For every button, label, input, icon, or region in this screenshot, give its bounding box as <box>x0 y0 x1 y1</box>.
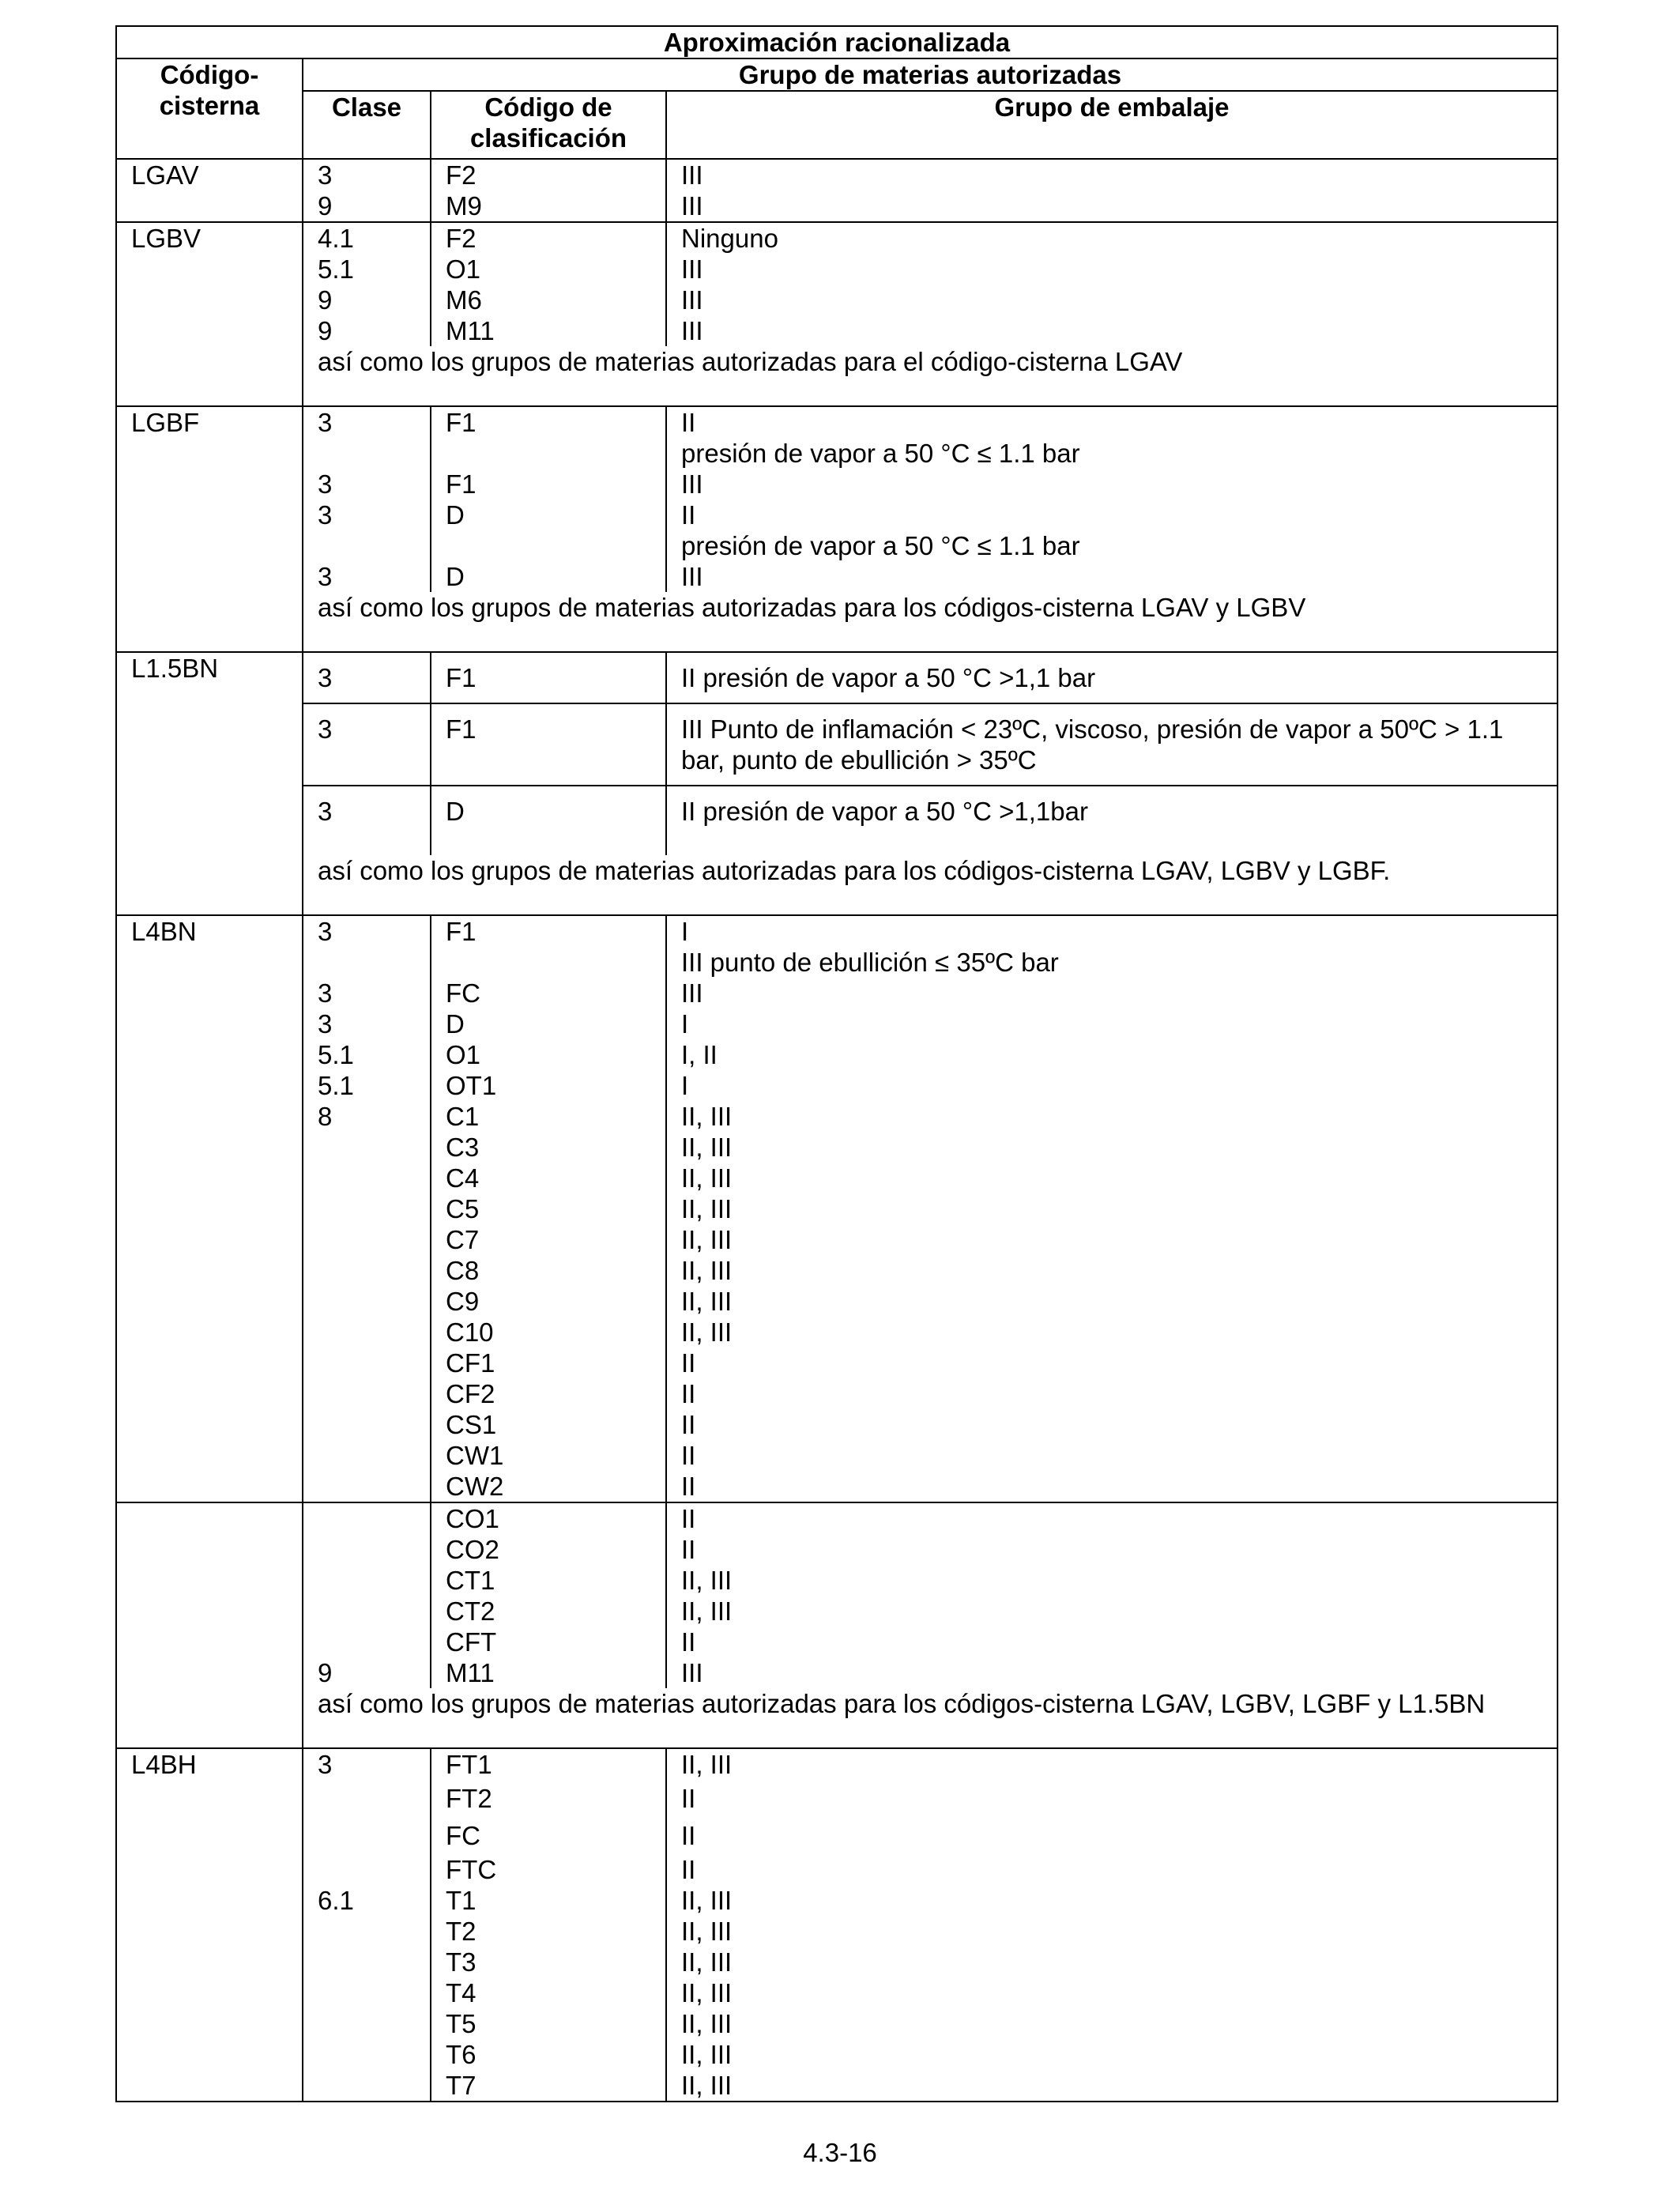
group-row <box>116 786 1558 855</box>
clase-cell <box>303 915 431 1502</box>
clase-value <box>318 1317 430 1348</box>
codigo-value: CT1 <box>446 1566 495 1595</box>
tank-code-empty <box>116 1688 303 1748</box>
clase-value: 3 <box>303 703 431 786</box>
codigo-value: C7 <box>446 1225 480 1254</box>
codigo-value: M11 <box>446 316 495 345</box>
clase-value: 3 <box>318 469 333 499</box>
codigo-value: T1 <box>446 1886 477 1915</box>
codigo-cell <box>431 222 666 346</box>
tank-code: L4BN <box>116 915 303 1502</box>
codigo-value: CFT <box>446 1627 497 1657</box>
clase-value: 3 <box>318 978 333 1008</box>
note-row <box>116 855 1558 915</box>
clase-cell <box>303 1502 431 1688</box>
embalaje-value: III <box>681 285 703 315</box>
group-row <box>116 222 1558 346</box>
embalaje-value: III <box>681 1658 703 1687</box>
embalaje-value: I <box>681 917 689 946</box>
codigo-value: T6 <box>446 2040 477 2069</box>
embalaje-value: II <box>681 1821 696 1850</box>
clase-value: 3 <box>303 786 431 855</box>
embalaje-value: II, III <box>681 1287 733 1316</box>
embalaje-cell <box>666 159 1558 222</box>
clase-value <box>318 1255 430 1286</box>
codigo-value: T7 <box>446 2071 477 2100</box>
clase-value <box>318 1977 430 2008</box>
codigo-value: O1 <box>446 1040 481 1069</box>
clase-value <box>318 1440 430 1471</box>
codigo-value: FC <box>446 978 480 1008</box>
clase-value <box>318 1348 430 1378</box>
table-title: Aproximación racionalizada <box>116 26 1558 58</box>
clase-value: 3 <box>318 917 333 946</box>
codigo-cell <box>431 1748 666 2102</box>
tank-code: L4BH <box>116 1748 303 2102</box>
clase-value <box>318 1286 430 1317</box>
embalaje-value: II <box>681 1410 696 1439</box>
clase-value <box>318 2008 430 2039</box>
embalaje-value: III <box>681 254 703 284</box>
embalaje-value: II <box>681 1504 696 1533</box>
clase-value <box>318 1534 430 1565</box>
clase-value <box>318 438 430 469</box>
embalaje-value: II, III <box>681 1750 733 1779</box>
embalaje-value: presión de vapor a 50 °C ≤ 1.1 bar <box>681 439 1080 468</box>
codigo-value: CW1 <box>446 1441 504 1470</box>
clase-value <box>318 1503 430 1534</box>
embalaje-value: II, III <box>681 1566 733 1595</box>
embalaje-value: I <box>681 1071 689 1100</box>
document-page <box>115 25 1558 2167</box>
embalaje-value: II, III <box>681 1917 733 1946</box>
codigo-value: T2 <box>446 1917 477 1946</box>
embalaje-value: II, III <box>681 1318 733 1347</box>
clase-value: 3 <box>318 1750 333 1779</box>
clase-value: 3 <box>318 160 333 190</box>
embalaje-value: II <box>681 1535 696 1564</box>
codigo-value: CS1 <box>446 1410 497 1439</box>
codigo-value: OT1 <box>446 1071 497 1100</box>
tank-code: LGAV <box>116 159 303 222</box>
embalaje-value: I, II <box>681 1040 718 1069</box>
codigo-value: D <box>446 1009 465 1039</box>
codigo-value: CT2 <box>446 1596 495 1626</box>
codigo-value: CO2 <box>446 1535 499 1564</box>
clase-value <box>318 1409 430 1440</box>
embalaje-value: II presión de vapor a 50 °C >1,1 bar <box>666 652 1558 703</box>
tank-code-empty <box>116 592 303 652</box>
embalaje-value: I <box>681 1009 689 1039</box>
group-note: así como los grupos de materias autorizadas para los códigos-cisterna LGAV, LGBV y LGBF. <box>303 855 1558 915</box>
group-row <box>116 159 1558 222</box>
header-codigo-clasificacion: Código de clasificación <box>431 91 666 159</box>
embalaje-value: II, III <box>681 2009 733 2038</box>
note-row <box>116 1688 1558 1748</box>
embalaje-value: II, III <box>681 1225 733 1254</box>
clase-cell <box>303 159 431 222</box>
clase-value: 3 <box>318 562 333 591</box>
codigo-value: F2 <box>446 224 477 253</box>
table-body <box>116 159 1558 2102</box>
embalaje-value: II <box>681 1441 696 1470</box>
group-row <box>116 915 1558 1502</box>
embalaje-value: II <box>681 408 696 437</box>
clase-value: 3 <box>318 1009 333 1039</box>
clase-value: 9 <box>318 316 333 345</box>
clase-value <box>318 1565 430 1596</box>
header-clase: Clase <box>303 91 431 159</box>
embalaje-value: II <box>681 500 696 530</box>
clase-value: 9 <box>318 191 333 221</box>
codigo-value: CF2 <box>446 1379 495 1408</box>
embalaje-value: II, III <box>681 1102 733 1131</box>
clase-value: 9 <box>318 1658 333 1687</box>
page-number: 4.3-16 <box>803 2138 877 2167</box>
codigo-cell <box>431 915 666 1502</box>
codigo-value: C4 <box>446 1163 480 1193</box>
group-row <box>116 652 1558 703</box>
note-row <box>116 346 1558 406</box>
clase-value: 8 <box>318 1102 333 1131</box>
codigo-value: CW2 <box>446 1472 504 1501</box>
embalaje-cell <box>666 915 1558 1502</box>
codigo-cell <box>431 406 666 592</box>
clase-value <box>318 530 430 561</box>
clase-value: 5.1 <box>318 1071 354 1100</box>
tank-code <box>116 1502 303 1688</box>
note-row <box>116 592 1558 652</box>
embalaje-value: II <box>681 1855 696 1884</box>
clase-value <box>318 1916 430 1947</box>
codigo-value <box>446 947 665 978</box>
codigo-value: F1 <box>446 408 477 437</box>
embalaje-value: III <box>681 160 703 190</box>
embalaje-value: II <box>681 1472 696 1501</box>
codigo-value: C5 <box>446 1194 480 1223</box>
tank-code: LGBF <box>116 406 303 592</box>
embalaje-cell <box>666 1748 1558 2102</box>
tank-code: L1.5BN <box>116 652 303 703</box>
codigo-value: T3 <box>446 1947 477 1977</box>
clase-value <box>318 1854 430 1885</box>
embalaje-value: II <box>681 1627 696 1657</box>
group-row <box>116 406 1558 592</box>
tank-code <box>116 786 303 855</box>
clase-cell <box>303 1748 431 2102</box>
clase-value <box>318 1817 430 1854</box>
codigo-value: F1 <box>446 469 477 499</box>
clase-value: 3 <box>303 652 431 703</box>
group-note: así como los grupos de materias autorizadas para los códigos-cisterna LGAV, LGBV, LGBF y L1.5BN <box>303 1688 1558 1748</box>
clase-value: 4.1 <box>318 224 354 253</box>
codigo-value: CF1 <box>446 1348 495 1378</box>
tank-code-empty <box>116 346 303 406</box>
embalaje-value: III Punto de inflamación < 23ºC, viscoso, presión de vapor a 50ºC > 1.1 bar, punto de ebullición > 35ºC <box>666 703 1558 786</box>
codigo-value: M9 <box>446 191 482 221</box>
group-row <box>116 1748 1558 2102</box>
codigo-value: F1 <box>431 703 666 786</box>
embalaje-value: III <box>681 316 703 345</box>
clase-value <box>318 1947 430 1977</box>
clase-value: 9 <box>318 285 333 315</box>
embalaje-value: II, III <box>681 1596 733 1626</box>
clase-value <box>318 1780 430 1817</box>
clase-value: 3 <box>318 408 333 437</box>
embalaje-value: III <box>681 191 703 221</box>
codigo-value: D <box>446 562 465 591</box>
embalaje-value: II presión de vapor a 50 °C >1,1bar <box>666 786 1558 855</box>
embalaje-value: presión de vapor a 50 °C ≤ 1.1 bar <box>681 531 1080 560</box>
embalaje-value: II, III <box>681 1194 733 1223</box>
codigo-cell <box>431 1502 666 1688</box>
clase-cell <box>303 222 431 346</box>
embalaje-value: II, III <box>681 1886 733 1915</box>
codigo-value: T4 <box>446 1978 477 2007</box>
codigo-value: D <box>446 500 465 530</box>
codigo-value: C1 <box>446 1102 480 1131</box>
codigo-value: FT1 <box>446 1750 492 1779</box>
embalaje-cell <box>666 222 1558 346</box>
clase-value <box>318 2039 430 2070</box>
codigo-value <box>446 530 665 561</box>
embalaje-value: III <box>681 978 703 1008</box>
clase-value <box>318 1132 430 1163</box>
clase-value: 5.1 <box>318 1040 354 1069</box>
clase-value <box>318 1163 430 1193</box>
tank-code-table <box>115 25 1558 2102</box>
clase-cell <box>303 406 431 592</box>
embalaje-value: II <box>681 1784 696 1813</box>
codigo-value: FT2 <box>446 1784 492 1813</box>
clase-value: 6.1 <box>318 1886 354 1915</box>
embalaje-value: II, III <box>681 1163 733 1193</box>
embalaje-value: II <box>681 1379 696 1408</box>
embalaje-value: II, III <box>681 1978 733 2007</box>
clase-value <box>318 1193 430 1224</box>
embalaje-value: II <box>681 1348 696 1378</box>
clase-value <box>318 1471 430 1502</box>
clase-value <box>318 2070 430 2101</box>
group-note: así como los grupos de materias autorizadas para el código-cisterna LGAV <box>303 346 1558 406</box>
embalaje-value: II, III <box>681 2040 733 2069</box>
codigo-value: D <box>431 786 666 855</box>
embalaje-value: III <box>681 562 703 591</box>
header-codigo-cisterna: Código- cisterna <box>116 58 303 159</box>
codigo-value: M6 <box>446 285 482 315</box>
codigo-value: T5 <box>446 2009 477 2038</box>
embalaje-cell <box>666 1502 1558 1688</box>
codigo-value: M11 <box>446 1658 495 1687</box>
clase-value: 3 <box>318 500 333 530</box>
clase-value: 5.1 <box>318 254 354 284</box>
codigo-value: FC <box>446 1821 480 1850</box>
codigo-value: F2 <box>446 160 477 190</box>
group-note: así como los grupos de materias autorizadas para los códigos-cisterna LGAV y LGBV <box>303 592 1558 652</box>
codigo-value: FTC <box>446 1855 497 1884</box>
codigo-value: CO1 <box>446 1504 499 1533</box>
codigo-value <box>446 438 665 469</box>
embalaje-value: III <box>681 469 703 499</box>
embalaje-value: III punto de ebullición ≤ 35ºC bar <box>681 948 1059 977</box>
codigo-value: F1 <box>446 917 477 946</box>
embalaje-value: II, III <box>681 1256 733 1285</box>
header-grupo-embalaje: Grupo de embalaje <box>666 91 1558 159</box>
codigo-value: C8 <box>446 1256 480 1285</box>
codigo-value: C9 <box>446 1287 480 1316</box>
embalaje-value: II, III <box>681 1947 733 1977</box>
embalaje-value: Ninguno <box>681 224 778 253</box>
embalaje-value: II, III <box>681 1133 733 1162</box>
clase-value <box>318 1224 430 1255</box>
group-row <box>116 1502 1558 1688</box>
tank-code: LGBV <box>116 222 303 346</box>
group-row <box>116 703 1558 786</box>
header-grupo-materias: Grupo de materias autorizadas <box>303 58 1558 91</box>
codigo-value: F1 <box>431 652 666 703</box>
embalaje-cell <box>666 406 1558 592</box>
codigo-value: O1 <box>446 254 481 284</box>
codigo-cell <box>431 159 666 222</box>
codigo-value: C3 <box>446 1133 480 1162</box>
clase-value <box>318 1378 430 1409</box>
clase-value <box>318 947 430 978</box>
embalaje-value: II, III <box>681 2071 733 2100</box>
tank-code <box>116 703 303 786</box>
clase-value <box>318 1596 430 1627</box>
codigo-value: C10 <box>446 1318 494 1347</box>
clase-value <box>318 1627 430 1657</box>
tank-code-empty <box>116 855 303 915</box>
